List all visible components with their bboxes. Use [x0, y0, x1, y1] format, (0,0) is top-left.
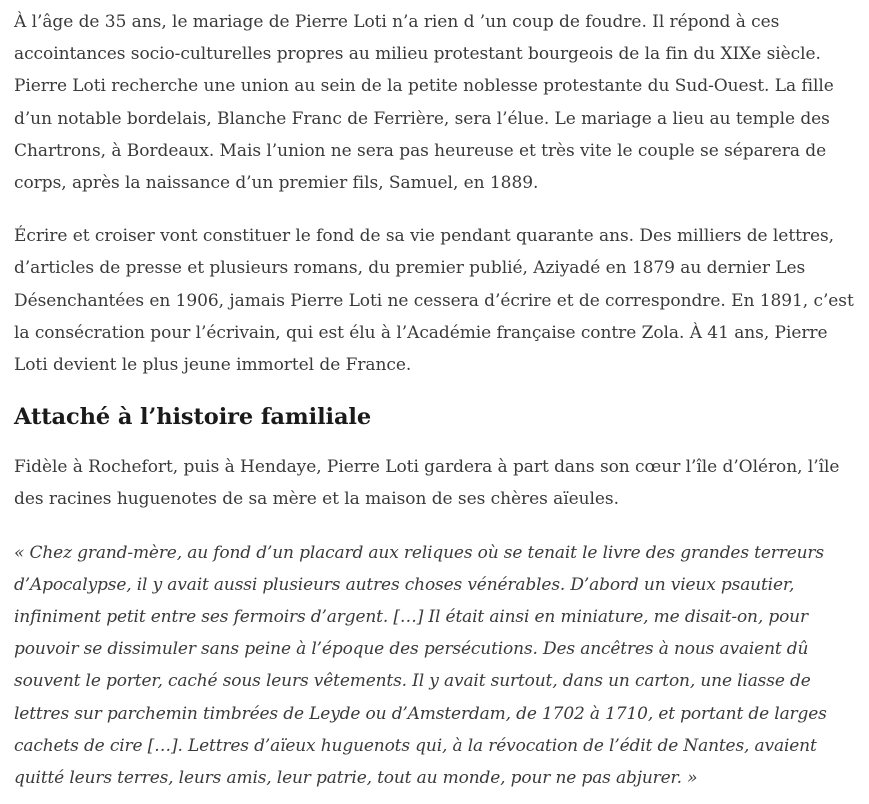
paragraph-marriage: À l’âge de 35 ans, le mariage de Pierre Loti n’a rien d ’un coup de foudre. Il répond à ces accointances socio-culturelles propres au milieu protestant bourgeois de la fin du XIXe siècle. Pierre Loti recherche une union au sein de la petite noblesse protestante du Sud-Ouest. La fille d’un notable bordelais, Blanche Franc de Ferrière, sera l’élue. Le mariage a lieu au temple des Chartrons, à Bordeaux. Mais l’union ne sera pas heureuse et très vite le couple se séparera de corps, après la naissance d’un premier fils, Samuel, en 1889. — [14, 12, 834, 194]
paragraph-writing-career: Écrire et croiser vont constituer le fond de sa vie pendant quarante ans. Des milliers de lettres, d’articles de presse et plusieurs romans, du premier publié, Aziyadé en 1879 au dernier Les Désenchantées en 1906, jamais Pierre Loti ne cessera d’écrire et de correspondre. En 1891, c’est la consécration pour l’écrivain, qui est élu à l’Académie française contre Zola. À 41 ans, Pierre Loti devient le plus jeune immortel de France. — [14, 226, 854, 376]
paragraph-oleron: Fidèle à Rochefort, puis à Hendaye, Pierre Loti gardera à part dans son cœur l’île d’Oléron, l’île des racines huguenotes de sa mère et la maison de ses chères aïeules. — [14, 457, 840, 510]
section-heading: Attaché à l’histoire familiale — [14, 404, 372, 431]
blockquote-grandmother — [14, 537, 834, 795]
article-body — [14, 6, 860, 794]
quote-text: « Chez grand-mère, au fond d’un placard aux reliques où se tenait le livre des grandes terreurs d’Apocalypse, il y avait aussi plusieurs autres choses vénérables. D’abord un vieux psautier, infiniment petit entre ses fermoirs d’argent. […] Il était ainsi en miniature, me disait-on, pour pouvoir se dissimuler sans peine à l’époque des persécutions. Des ancêtres à nous avaient dû souvent le porter, caché sous leurs vêtements. Il y avait surtout, dans un carton, une liasse de lettres sur parchemin timbrées de Leyde ou d’Amsterdam, de 1702 à 1710, et portant de larges cachets de cire […]. Lettres d’aïeux huguenots qui, à la révocation de l’édit de Nantes, avaient quitté leurs terres, leurs amis, leur patrie, tout au monde, pour ne pas abjurer. » — [14, 542, 827, 789]
